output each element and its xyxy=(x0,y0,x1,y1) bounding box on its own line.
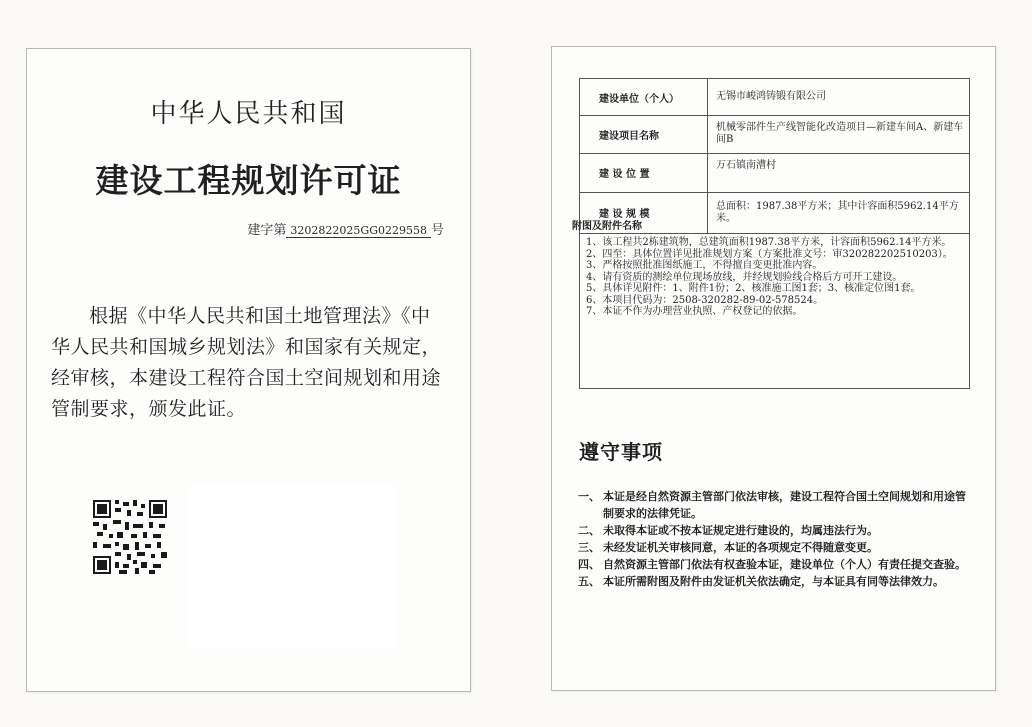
notice-text: 自然资源主管部门依法有权查验本证，建设单位（个人）有责任提交查验。 xyxy=(603,558,966,571)
row-value: 总面积：1987.38平方米；其中计容面积5962.14平方米。 xyxy=(716,200,959,224)
certificate-number: 3202822025GG0229558 xyxy=(286,224,431,238)
notice-item xyxy=(578,573,972,590)
row-value: 机械零部件生产线智能化改造项目—新建车间A、新建车间B xyxy=(716,122,964,145)
permit-detail-page xyxy=(551,46,996,691)
notice-item xyxy=(578,488,972,522)
row-value: 无锡市峻鸿铸锻有限公司 xyxy=(716,91,826,102)
notice-text: 本证所需附图及附件由发证机关依法确定，与本证具有同等法律效力。 xyxy=(603,575,944,588)
notice-item xyxy=(578,556,972,573)
notice-text: 未经发证机关审核同意，本证的各项规定不得随意变更。 xyxy=(603,541,878,554)
table-row xyxy=(580,79,969,116)
row-label: 建 设 位 置 xyxy=(580,153,708,192)
country-name: 中华人民共和国 xyxy=(150,99,347,129)
cert-prefix: 建字第 xyxy=(247,223,287,238)
notice-mark: 二、 xyxy=(578,524,600,537)
attachments-title: 附图及附件名称 xyxy=(572,221,642,232)
permit-title: 建设工程规划许可证 xyxy=(95,161,402,200)
attachment-item: 2、四至：具体位置详见批准规划方案（方案批准文号：审320282202510203）。 xyxy=(586,248,953,260)
issuance-statement: 根据《中华人民共和国土地管理法》《中华人民共和国城乡规划法》和国家有关规定，经审核，本建设工程符合国土空间规划和用途管制要求，颁发此证。 xyxy=(51,305,442,420)
notice-title: 遵守事项 xyxy=(579,440,663,464)
notice-mark: 三、 xyxy=(578,541,600,554)
cert-suffix: 号 xyxy=(430,223,444,238)
notice-mark: 五、 xyxy=(578,575,600,588)
row-label: 建 设 规 模 xyxy=(580,192,708,233)
certificate-number-line xyxy=(247,219,444,238)
qr-code-icon xyxy=(93,500,167,574)
attachment-item: 7、本证不作为办理营业执照、产权登记的依据。 xyxy=(586,306,803,317)
attachment-item: 3、严格按照批准图纸施工，不得擅自变更批准内容。 xyxy=(586,260,823,271)
notice-mark: 一、 xyxy=(578,490,600,503)
row-label: 建设单位（个人） xyxy=(580,79,708,115)
redacted-area xyxy=(188,486,394,649)
permit-cover-page xyxy=(26,48,471,692)
notice-item xyxy=(578,522,972,539)
table-row xyxy=(580,115,969,154)
notice-mark: 四、 xyxy=(578,558,600,571)
attachments-section xyxy=(572,217,989,318)
notice-text: 未取得本证或不按本证规定进行建设的，均属违法行为。 xyxy=(603,524,878,537)
attachment-item: 1、该工程共2栋建筑物，总建筑面积1987.38平方米，计容面积5962.14平方米。 xyxy=(586,237,952,248)
notice-list xyxy=(578,488,972,590)
row-value: 万石镇南漕村 xyxy=(716,160,776,171)
attachment-item: 4、请有资质的测绘单位现场放线，并经规划验线合格后方可开工建设。 xyxy=(586,271,903,283)
attachment-item: 6、本项目代码为：2508-320282-89-02-578524。 xyxy=(586,294,824,306)
table-row xyxy=(580,153,969,193)
notice-text: 本证是经自然资源主管部门依法审核，建设工程符合国土空间规划和用途管制要求的法律凭证。 xyxy=(603,490,966,520)
attachment-item: 5、具体详见附件：1、附件1份；2、核准施工图1套；3、核准定位图1套。 xyxy=(586,283,921,294)
notice-item xyxy=(578,539,972,556)
row-label: 建设项目名称 xyxy=(580,115,708,153)
